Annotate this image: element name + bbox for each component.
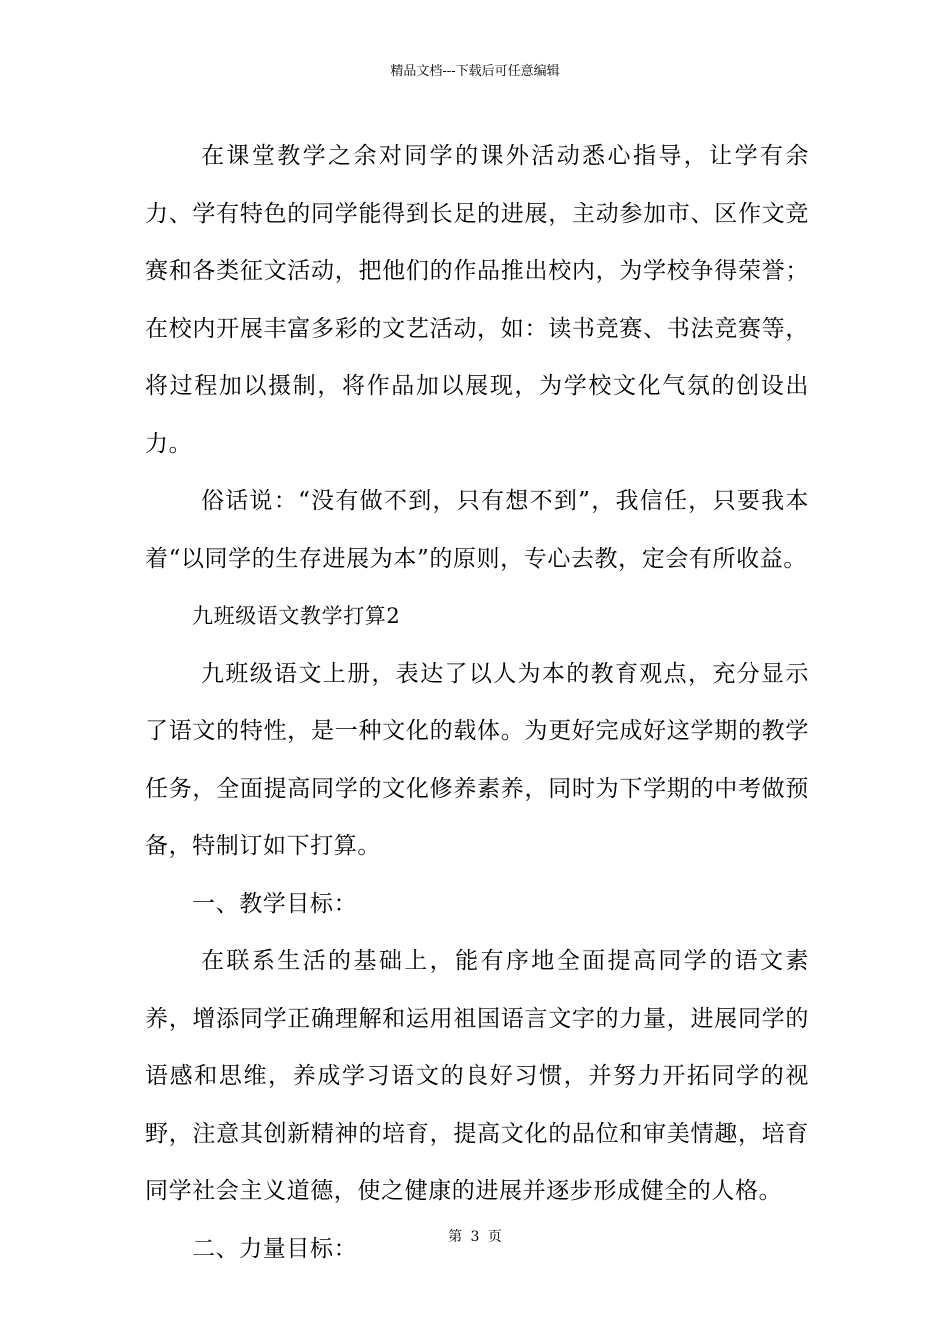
paragraph-proverb: 俗话说：“没有做不到，只有想不到”，我信任，只要我本着“以同学的生存进展为本”的原则，专心去教，定会有所收益。 [145, 488, 809, 572]
paragraph-intro: 九班级语文上册，表达了以人为本的教育观点，充分显示了语文的特性，是一种文化的载体。为更好完成好这学期的教学任务，全面提高同学的文化修养素养，同时为下学期的中考做预备，特制订如下打算。 [145, 660, 809, 859]
section-title: 九班级语文教学打算2 [192, 604, 401, 628]
document-body [145, 128, 809, 1278]
page-header: 精品文档---下载后可任意编辑 [390, 64, 560, 79]
page-number: 第 3 页 [448, 1229, 502, 1245]
heading-teaching-goals: 一、教学目标： [192, 890, 358, 917]
heading-ability-goals: 二、力量目标： [192, 1235, 358, 1262]
paragraph-extracurricular: 在课堂教学之余对同学的课外活动悉心指导，让学有余力、学有特色的同学能得到长足的进展，主动参加市、区作文竞赛和各类征文活动，把他们的作品推出校内，为学校争得荣誉；在校内开展丰富多彩的文艺活动，如：读书竞赛、书法竞赛等，将过程加以摄制，将作品加以展现，为学校文化气氛的创设出力。 [145, 143, 809, 457]
paragraph-teaching-goals: 在联系生活的基础上，能有序地全面提高同学的语文素养，增添同学正确理解和运用祖国语言文字的力量，进展同学的语感和思维，养成学习语文的良好习惯，并努力开拓同学的视野，注意其创新精神的培育，提高文化的品位和审美情趣，培育同学社会主义道德，使之健康的进展并逐步形成健全的人格。 [145, 948, 809, 1204]
